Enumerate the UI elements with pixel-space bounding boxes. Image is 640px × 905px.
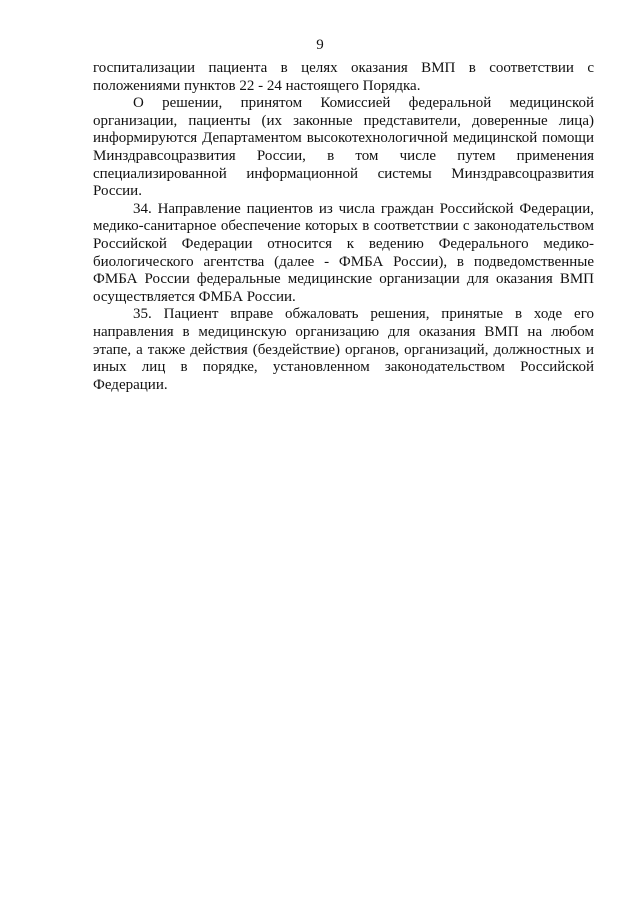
paragraph-continuation: госпитализации пациента в целях оказания ВМП в соответствии с положениями пунктов 22 - 24 настоящего Порядка. bbox=[93, 60, 594, 94]
paragraph-35-appeal-right: 35. Пациент вправе обжаловать решения, принятые в ходе его направления в медицинскую организацию для оказания ВМП на любом этапе, а также действия (бездействие) органов, организаций, должностных и иных лиц в порядке, установленном законодательством Российской Федерации. bbox=[93, 306, 594, 393]
document-body bbox=[93, 60, 594, 394]
paragraph-34-fmba-referral: 34. Направление пациентов из числа граждан Российской Федерации, медико-санитарное обеспечение которых в соответствии с законодательством Российской Федерации относится к ведению Федерального медико-биологического агентства (далее - ФМБА России), в подведомственные ФМБА России федеральные медицинские организации для оказания ВМП осуществляется ФМБА России. bbox=[93, 200, 594, 305]
page-number: 9 bbox=[316, 37, 324, 53]
paragraph-commission-decision: О решении, принятом Комиссией федеральной медицинской организации, пациенты (их законные представители, доверенные лица) информируются Департаментом высокотехнологичной медицинской помощи Минздравсоцразвития России, в том числе путем применения специализированной информационной системы Минздравсоцразвития России. bbox=[93, 95, 594, 200]
